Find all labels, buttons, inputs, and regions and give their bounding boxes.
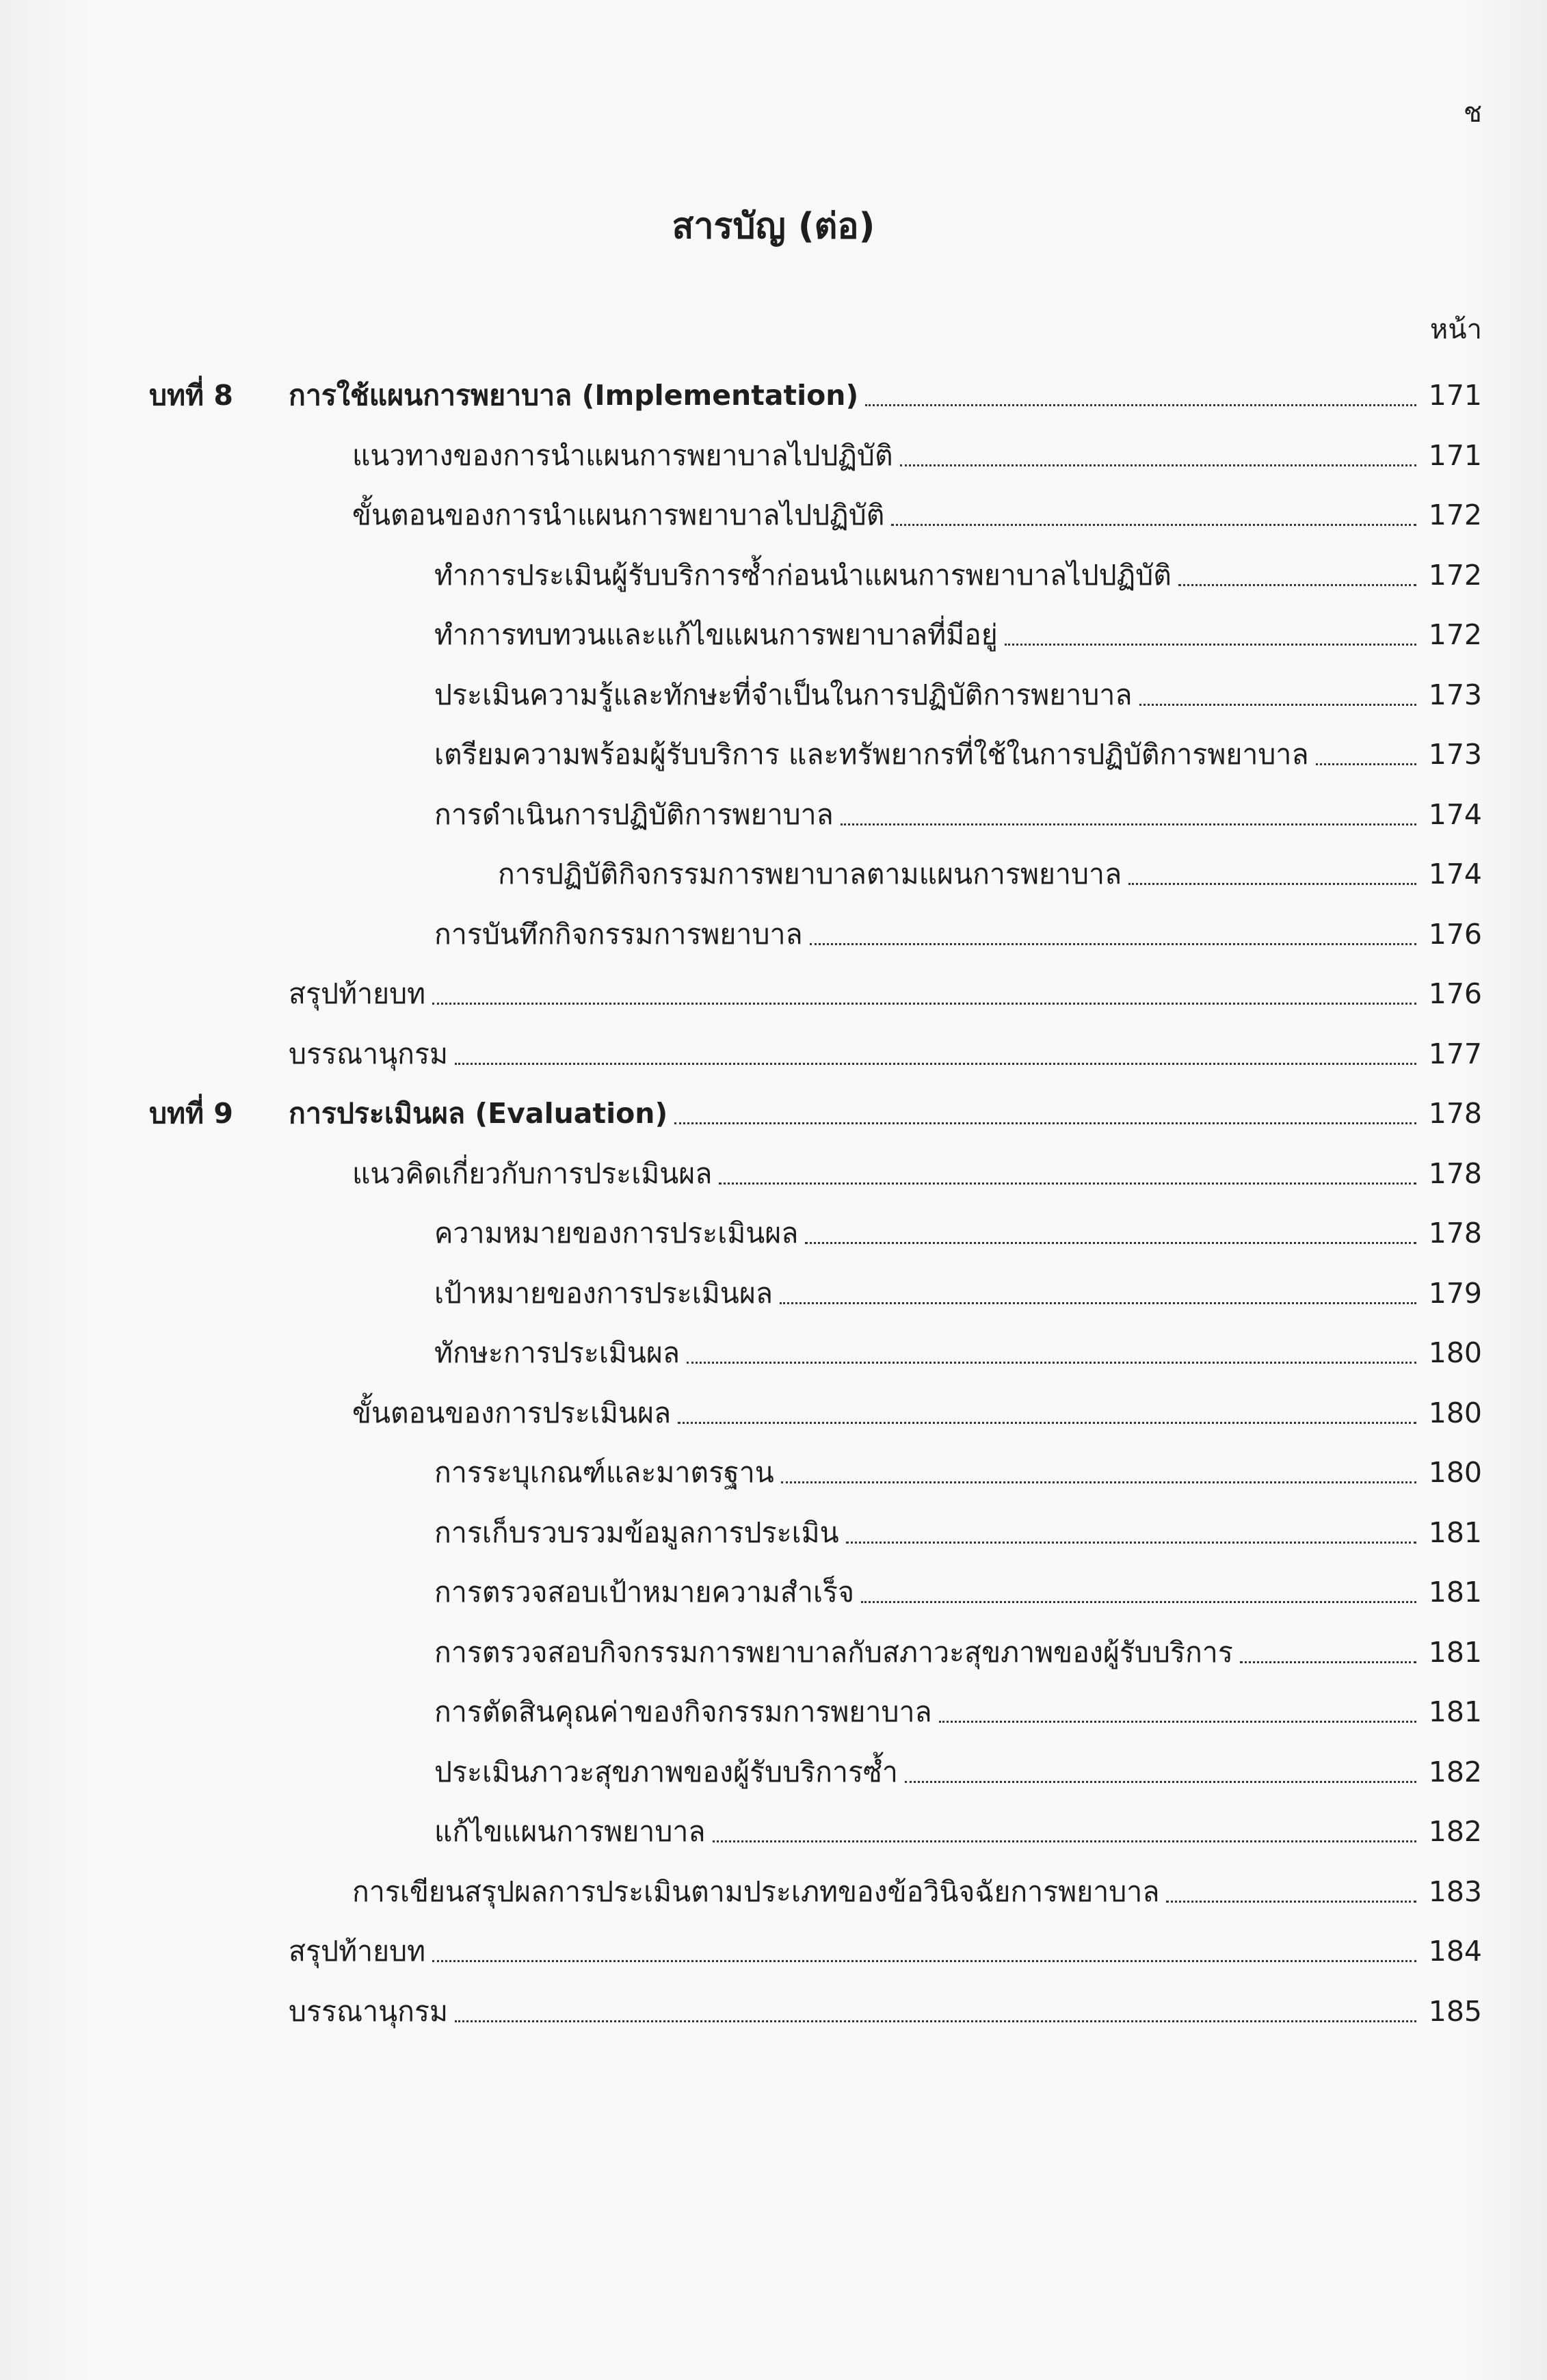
chapter-label: บทที่ 8 — [149, 379, 233, 412]
toc-entry-title: การปฏิบัติกิจกรรมการพยาบาลตามแผนการพยาบาล — [498, 858, 1122, 890]
toc-page-number: 180 — [1428, 1396, 1482, 1429]
toc-row — [0, 1512, 1547, 1553]
toc-page-number: 178 — [1428, 1217, 1482, 1250]
dot-leader — [1139, 700, 1417, 706]
toc-entry-title: ประเมินภาวะสุขภาพของผู้รับบริการซ้ำ — [434, 1755, 898, 1788]
toc-entry-title: การเขียนสรุปผลการประเมินตามประเภทของข้อวินิจฉัยการพยาบาล — [352, 1875, 1160, 1908]
toc-entry-title: ทักษะการประเมินผล — [434, 1336, 680, 1369]
toc-page-number: 173 — [1428, 738, 1482, 771]
toc-entry-title: ประเมินความรู้และทักษะที่จำเป็นในการปฏิบัติการพยาบาล — [434, 678, 1133, 711]
toc-page-number: 180 — [1428, 1456, 1482, 1489]
toc-page-number: 185 — [1428, 1994, 1482, 2028]
page-title: สารบัญ (ต่อ) — [672, 206, 875, 247]
toc-row — [0, 674, 1547, 715]
toc-entry-title: ขั้นตอนของการนำแผนการพยาบาลไปปฏิบัติ — [352, 499, 885, 531]
toc-entry — [289, 1931, 1420, 1972]
toc-entry — [434, 1811, 1420, 1852]
toc-entry — [434, 734, 1420, 775]
dot-leader — [1166, 1896, 1416, 1903]
toc-entry — [434, 1751, 1420, 1793]
toc-page-number: 171 — [1428, 379, 1482, 412]
toc-entry-title: บรรณานุกรม — [289, 1037, 449, 1070]
toc-entry — [434, 674, 1420, 715]
toc-row — [0, 614, 1547, 655]
toc-row — [0, 1691, 1547, 1732]
dot-leader — [678, 1418, 1416, 1424]
toc-entry-title: การบันทึกกิจกรรมการพยาบาล — [434, 917, 803, 951]
toc-row — [0, 1033, 1547, 1074]
toc-page-number: 176 — [1428, 977, 1482, 1010]
toc-entry-title: แก้ไขแผนการพยาบาล — [434, 1815, 706, 1848]
toc-entry — [352, 1153, 1420, 1194]
toc-entry-title: ความหมายของการประเมินผล — [434, 1217, 799, 1250]
toc-entry-title: สรุปท้ายบท — [289, 977, 426, 1010]
toc-page-number: 176 — [1428, 917, 1482, 951]
toc-entry — [434, 1273, 1420, 1314]
dot-leader — [781, 1477, 1416, 1483]
dot-leader — [674, 1118, 1416, 1124]
toc-entry — [434, 1213, 1420, 1254]
dot-leader — [939, 1717, 1416, 1723]
toc-entry — [434, 794, 1420, 835]
toc-row — [0, 1273, 1547, 1314]
dot-leader — [891, 520, 1416, 526]
toc-row — [0, 734, 1547, 775]
toc-entry — [434, 614, 1420, 655]
toc-entry — [434, 1452, 1420, 1493]
toc-entry-title: การตรวจสอบกิจกรรมการพยาบาลกับสภาวะสุขภาพของผู้รับบริการ — [434, 1635, 1233, 1669]
toc-page-number: 181 — [1428, 1516, 1482, 1549]
toc-row — [0, 375, 1547, 416]
toc-entry-title: การระบุเกณฑ์และมาตรฐาน — [434, 1456, 774, 1489]
toc-row — [0, 1991, 1547, 2032]
page-column-header: หน้า — [1429, 314, 1482, 345]
toc-entry — [352, 494, 1420, 536]
toc-entry-title: สรุปท้ายบท — [289, 1935, 426, 1968]
page-number: ช — [1463, 97, 1482, 129]
toc-entry — [434, 1691, 1420, 1732]
toc-entry-title: ขั้นตอนของการประเมินผล — [352, 1396, 672, 1429]
toc-entry — [498, 854, 1420, 895]
toc-page-number: 178 — [1428, 1097, 1482, 1130]
toc-entry-title: การใช้แผนการพยาบาล (Implementation) — [289, 379, 859, 412]
dot-leader — [719, 1178, 1416, 1185]
toc-entry — [289, 1991, 1420, 2032]
dot-leader — [861, 1597, 1416, 1603]
dot-leader — [1178, 580, 1416, 586]
toc-entry-title: การตัดสินคุณค่าของกิจกรรมการพยาบาล — [434, 1695, 932, 1728]
toc-row — [0, 555, 1547, 596]
dot-leader — [900, 460, 1416, 466]
toc-page-number: 174 — [1428, 858, 1482, 890]
toc-row — [0, 1452, 1547, 1493]
toc-page-number: 177 — [1428, 1037, 1482, 1070]
toc-row — [0, 494, 1547, 536]
toc-row — [0, 1572, 1547, 1613]
toc-entry — [352, 1392, 1420, 1433]
toc-row — [0, 1931, 1547, 1972]
dot-leader — [1240, 1657, 1416, 1663]
toc-row — [0, 1093, 1547, 1134]
toc-row — [0, 1392, 1547, 1433]
toc-page-number: 178 — [1428, 1156, 1482, 1190]
toc-entry — [289, 973, 1420, 1014]
toc-page-number: 183 — [1428, 1875, 1482, 1908]
dot-leader — [432, 1956, 1416, 1962]
toc-page-number: 182 — [1428, 1755, 1482, 1788]
toc-entry — [434, 1512, 1420, 1553]
toc-page-number: 171 — [1428, 438, 1482, 472]
toc-entry-title: เป้าหมายของการประเมินผล — [434, 1276, 773, 1310]
toc-page-number: 174 — [1428, 797, 1482, 831]
toc-page-number: 172 — [1428, 618, 1482, 651]
toc-entry — [289, 1093, 1420, 1134]
toc-row — [0, 435, 1547, 476]
toc-entry-title: การตรวจสอบเป้าหมายความสำเร็จ — [434, 1576, 854, 1609]
dot-leader — [805, 1238, 1416, 1244]
toc-entry — [289, 375, 1420, 416]
toc-entry — [352, 435, 1420, 476]
toc-page-number: 181 — [1428, 1576, 1482, 1609]
toc-page-number: 184 — [1428, 1935, 1482, 1968]
dot-leader — [865, 400, 1416, 406]
dot-leader — [905, 1777, 1416, 1783]
dot-leader — [841, 819, 1416, 825]
toc-entry-title: แนวคิดเกี่ยวกับการประเมินผล — [352, 1156, 713, 1190]
dot-leader — [713, 1836, 1417, 1842]
toc-entry — [434, 914, 1420, 955]
dot-leader — [846, 1537, 1416, 1544]
toc-row — [0, 914, 1547, 955]
dot-leader — [1316, 759, 1416, 765]
toc-entry-title: เตรียมความพร้อมผู้รับบริการ และทรัพยากรที่ใช้ในการปฏิบัติการพยาบาล — [434, 738, 1309, 771]
chapter-label: บทที่ 9 — [149, 1097, 233, 1130]
toc-row — [0, 794, 1547, 835]
dot-leader — [455, 1059, 1416, 1065]
toc-entry-title: ทำการประเมินผู้รับบริการซ้ำก่อนนำแผนการพยาบาลไปปฏิบัติ — [434, 558, 1172, 592]
toc-row — [0, 1811, 1547, 1852]
toc-entry-title: บรรณานุกรม — [289, 1994, 449, 2028]
dot-leader — [1128, 879, 1416, 885]
toc-row — [0, 1751, 1547, 1793]
toc-row — [0, 1153, 1547, 1194]
toc-entry-title: การเก็บรวบรวมข้อมูลการประเมิน — [434, 1516, 839, 1549]
dot-leader — [810, 939, 1416, 945]
toc-entry — [434, 555, 1420, 596]
toc-entry — [434, 1632, 1420, 1673]
toc-row — [0, 1332, 1547, 1373]
toc-row — [0, 973, 1547, 1014]
toc-row — [0, 854, 1547, 895]
toc-page-number: 173 — [1428, 678, 1482, 711]
dot-leader — [432, 999, 1416, 1005]
toc-entry-title: การประเมินผล (Evaluation) — [289, 1097, 668, 1130]
toc-page-number: 182 — [1428, 1815, 1482, 1848]
toc-row — [0, 1632, 1547, 1673]
toc-entry — [434, 1572, 1420, 1613]
toc-page-number: 181 — [1428, 1635, 1482, 1669]
toc-page-number: 180 — [1428, 1336, 1482, 1369]
toc-entry — [289, 1033, 1420, 1074]
toc-entry-title: การดำเนินการปฏิบัติการพยาบาล — [434, 797, 834, 831]
toc-entry — [352, 1871, 1420, 1912]
toc-page-number: 172 — [1428, 499, 1482, 531]
toc-page-number: 179 — [1428, 1276, 1482, 1310]
dot-leader — [780, 1298, 1416, 1304]
toc-page-number: 181 — [1428, 1695, 1482, 1728]
toc-page-number: 172 — [1428, 558, 1482, 592]
toc-entry-title: แนวทางของการนำแผนการพยาบาลไปปฏิบัติ — [352, 438, 893, 472]
toc-row — [0, 1871, 1547, 1912]
dot-leader — [455, 2016, 1416, 2022]
toc-entry — [434, 1332, 1420, 1373]
dot-leader — [687, 1358, 1416, 1364]
dot-leader — [1005, 639, 1416, 646]
toc-entry-title: ทำการทบทวนและแก้ไขแผนการพยาบาลที่มีอยู่ — [434, 618, 998, 651]
toc-row — [0, 1213, 1547, 1254]
